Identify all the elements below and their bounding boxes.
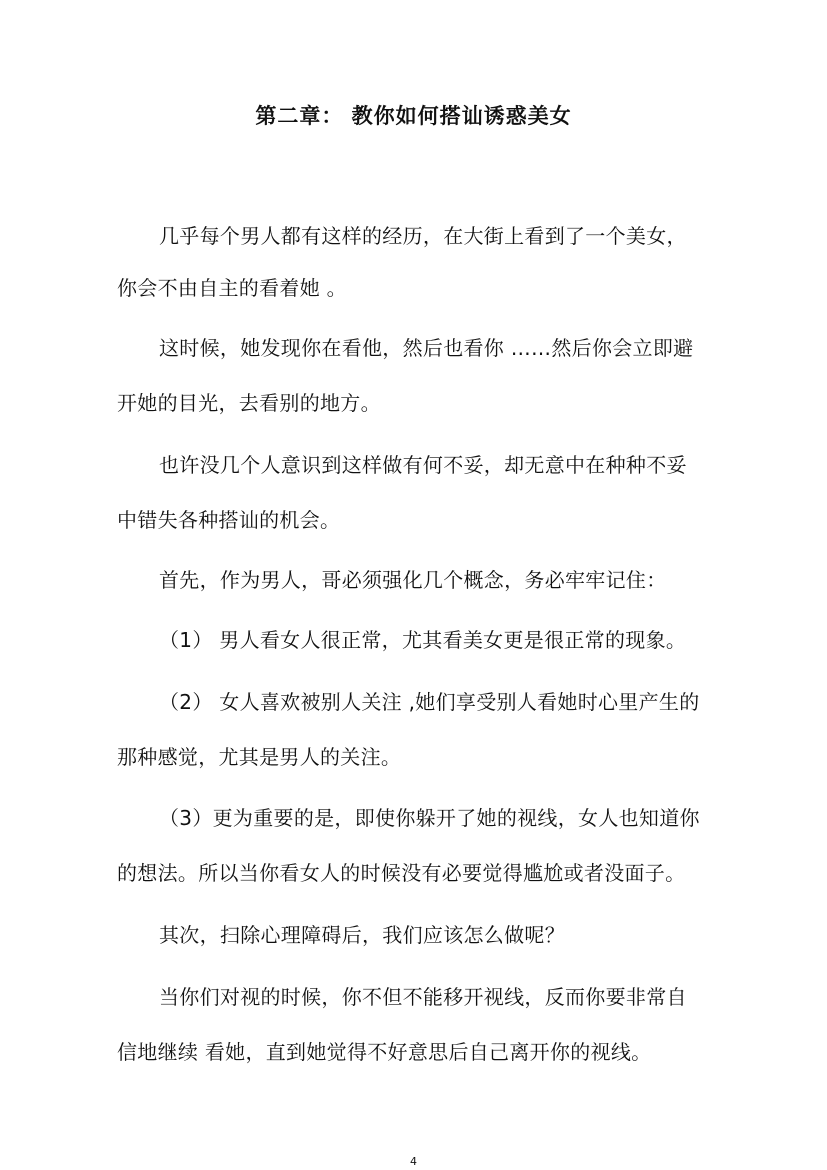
paragraph-line: 你会不由自主的看着她 。: [117, 276, 347, 300]
paragraph-line: （3）更为重要的是，即使你躲开了她的视线，女人也知道你: [159, 806, 700, 830]
paragraph-line: 的想法。所以当你看女人的时候没有必要觉得尴尬或者没面子。: [117, 861, 686, 885]
paragraph-line: （2） 女人喜欢被别人关注 ,她们享受别人看她时心里产生的: [159, 690, 700, 714]
paragraph-line: 那种感觉，尤其是男人的关注。: [117, 745, 402, 769]
page-number: 4: [410, 1155, 417, 1168]
paragraph-line: 首先，作为男人，哥必须强化几个概念，务必牢牢记住：: [159, 568, 667, 592]
paragraph-line: 这时候，她发现你在看他，然后也看你 ……然后你会立即避: [159, 336, 694, 360]
chapter-title: 第二章： 教你如何搭讪诱惑美女: [255, 104, 572, 128]
paragraph-line: 信地继续 看她，直到她觉得不好意思后自己离开你的视线。: [117, 1040, 652, 1064]
paragraph-line: （1） 男人看女人很正常，尤其看美女更是很正常的现象。: [159, 628, 687, 652]
paragraph-line: 当你们对视的时候，你不但不能移开视线，反而你要非常自: [159, 985, 687, 1009]
paragraph-line: 其次，扫除心理障碍后，我们应该怎么做呢？: [159, 923, 565, 947]
paragraph-line: 几乎每个男人都有这样的经历，在大街上看到了一个美女，: [159, 224, 687, 248]
paragraph-line: 中错失各种搭讪的机会。: [117, 508, 341, 532]
paragraph-line: 开她的目光，去看别的地方。: [117, 391, 381, 415]
paragraph-line: 也许没几个人意识到这样做有何不妥，却无意中在种种不妥: [159, 453, 687, 477]
